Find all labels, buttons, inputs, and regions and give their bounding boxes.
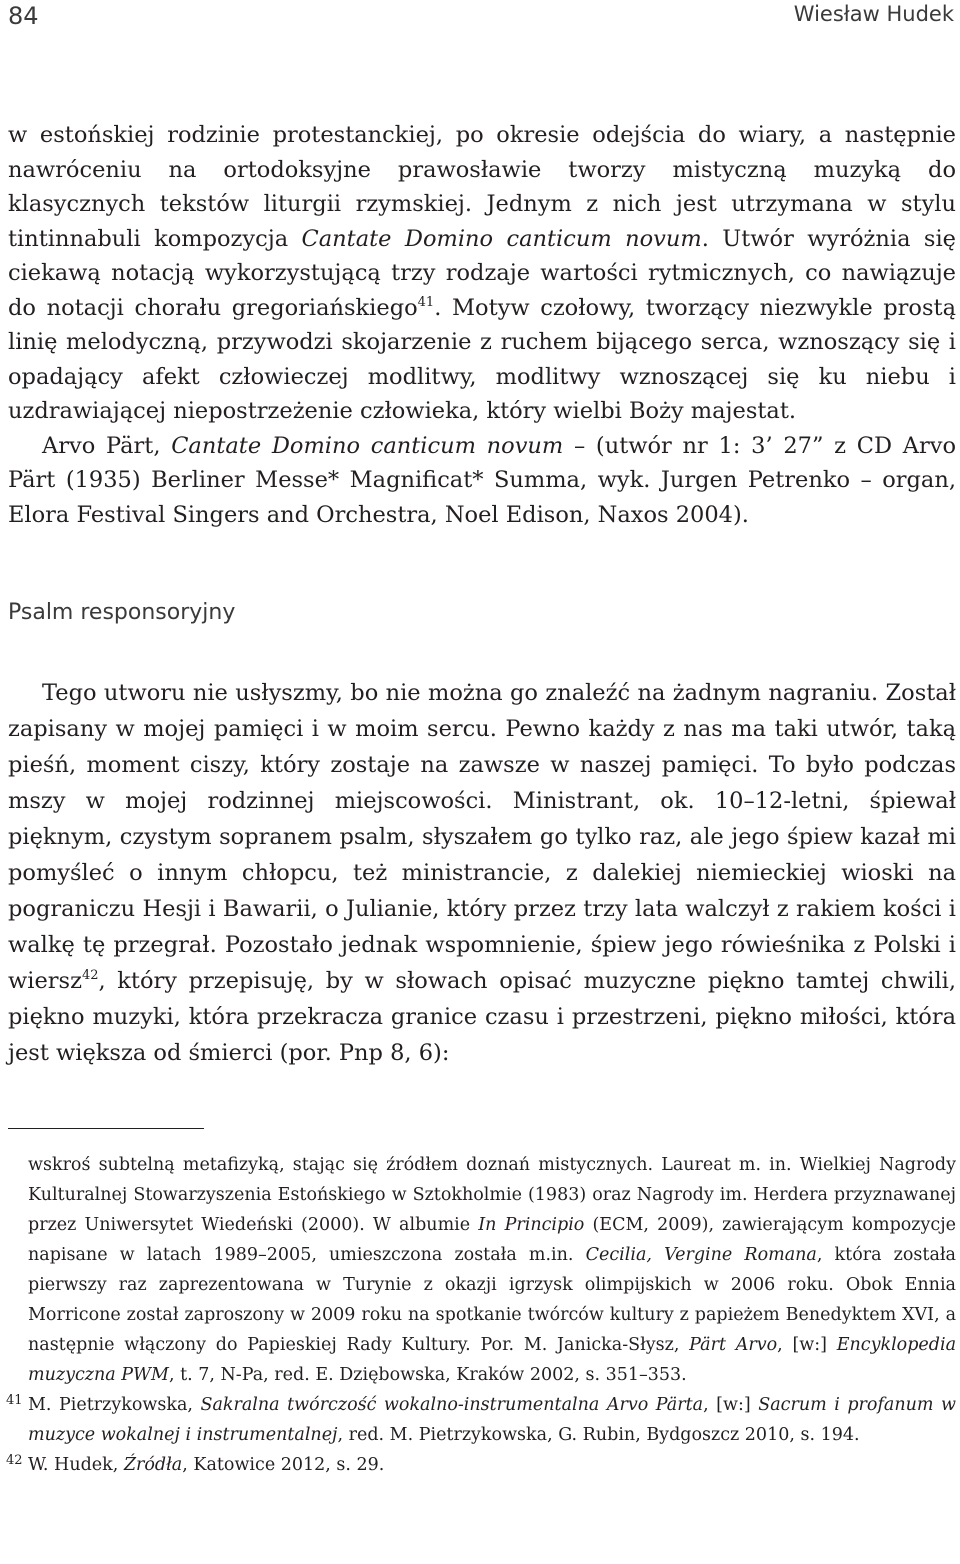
italic-title: In Principio xyxy=(478,1215,585,1235)
main-text-bottom xyxy=(8,675,956,1071)
text-run: Tego utworu nie usłyszmy, bo nie można go znaleźć na żadnym nagraniu. Został zapisany w mojej pamięci i w moim sercu. Pewno każdy z nas ma taki utwór, taką pieśń, moment ciszy, który zostaje na zawsze w naszej pamięci. To było podczas mszy w mojej rodzinnej miejscowości. Ministrant, ok. 10–12-letni, śpiewał pięknym, czystym sopranem psalm, słyszałem go tylko raz, ale jego śpiew kazał mi pomyśleć o innym chłopcu, też ministrancie, z dalekiej niemieckiej wioski na pograniczu Hesji i Bawarii, o Julianie, który przez trzy lata walczył z rakiem kości i walkę tę przegrał. Pozostało jednak wspomnienie, śpiew jego rówieśnika z Polski i wiersz xyxy=(8,680,956,994)
page-number: 84 xyxy=(8,2,39,30)
section-title: Psalm responsoryjny xyxy=(8,600,236,625)
text-run: , [w:] xyxy=(777,1335,837,1355)
running-header-author: Wiesław Hudek xyxy=(793,2,954,26)
footnote-separator xyxy=(8,1128,204,1129)
main-text-top xyxy=(8,118,956,532)
text-run: , t. 7, N-Pa, red. E. Dziębowska, Kraków 2002, s. 351–353. xyxy=(168,1365,687,1385)
italic-title: Pärt Arvo xyxy=(689,1335,778,1355)
text-run: , który przepisuję, by w słowach opisać muzyczne piękno tamtej chwili, piękno muzyki, która przekracza granice czasu i przestrzeni, piękno miłości, która jest większa od śmierci (por. Pnp 8, 6): xyxy=(8,968,956,1066)
text-run: , [w:] xyxy=(703,1395,759,1415)
footnote-number: 42 xyxy=(6,1453,23,1468)
text-run: wskroś subtelną metafizyką, stając się źródłem doznań mistycznych. Laureat m. in. Wielkiej Nagrody Kulturalnej Stowarzyszenia Estońskiego w Sztokholmie (1983) oraz Nagrody im. Herdera przyznawanej przez Uniwersytet Wiedeński (2000). W albumie xyxy=(28,1155,956,1235)
italic-title: Cantate Domino canticum novum xyxy=(171,432,564,459)
text-run: . Motyw czołowy, tworzący niezwykle prostą linię melodyczną, przywodzi skojarzenie z ruchem bijącego serca, wznoszący się i opadający afekt człowieczej modlitwy, modlitwy wznoszącej się ku niebu i uzdrawiającej niepostrzeżenie człowieka, który wielbi Boży majestat. xyxy=(8,294,956,424)
text-run: W. Hudek, xyxy=(28,1455,124,1475)
italic-title: Cantate Domino canticum novum xyxy=(301,225,702,252)
paragraph-3 xyxy=(8,675,956,1071)
footnote-ref-42: 42 xyxy=(81,968,99,983)
italic-title: Źródła xyxy=(123,1455,183,1475)
italic-title: Sakralna twórczość wokalno-instrumentalna Arvo Pärta xyxy=(200,1395,704,1415)
paragraph-2 xyxy=(8,429,956,533)
text-run: M. Pietrzykowska, xyxy=(28,1395,201,1415)
text-run: (ECM, 2009), zawierającym kompozycje napisane w latach 1989–2005, umieszczona została m.in. xyxy=(28,1215,956,1265)
italic-title: Encyklopedia muzyczna PWM xyxy=(28,1335,957,1385)
footnote-42 xyxy=(8,1450,956,1480)
footnote-ref-41: 41 xyxy=(417,294,435,310)
text-run: – (utwór nr 1: 3’ 27” z CD Arvo Pärt (1935) Berliner Messe* Magnificat* Summa, wyk. Jurgen Petrenko – organ, Elora Festival Singers and Orchestra, Noel Edison, Naxos 2004). xyxy=(8,432,957,528)
text-run: , Katowice 2012, s. 29. xyxy=(182,1455,385,1475)
paragraph-1 xyxy=(8,118,956,429)
text-run: , która została pierwszy raz zaprezentowana w Turynie z okazji igrzysk olimpijskich w 2006 roku. Obok Ennia Morricone został zaproszony w 2009 roku na spotkanie twórców kultury z papieżem Benedyktem XVI, a następnie włączony do Papieskiej Rady Kultury. Por. M. Janicka-Słysz, xyxy=(28,1245,956,1355)
footnote-41 xyxy=(8,1390,956,1450)
text-run: w estońskiej rodzinie protestanckiej, po okresie odejścia do wiary, a następnie nawróceniu na ortodoksyjne prawosławie tworzy mistyczną muzyką do klasycznych tekstów liturgii rzymskiej. Jednym z nich jest utrzymana w stylu tintinnabuli kompozycja xyxy=(8,122,956,252)
text-run: , red. M. Pietrzykowska, G. Rubin, Bydgoszcz 2010, s. 194. xyxy=(337,1425,860,1445)
footnote-number: 41 xyxy=(6,1393,23,1408)
footnotes xyxy=(8,1150,956,1480)
italic-title: Cecilia, Vergine Romana xyxy=(585,1245,817,1265)
italic-title: Sacrum i profanum w muzyce wokalnej i instrumentalnej xyxy=(28,1395,957,1445)
footnote-continued xyxy=(8,1150,956,1390)
text-run: Arvo Pärt, xyxy=(42,432,172,459)
text-run: . Utwór wyróżnia się ciekawą notacją wykorzystującą trzy rodzaje wartości rytmicznych, co nawiązuje do notacji chorału gregoriańskiego xyxy=(8,225,956,321)
